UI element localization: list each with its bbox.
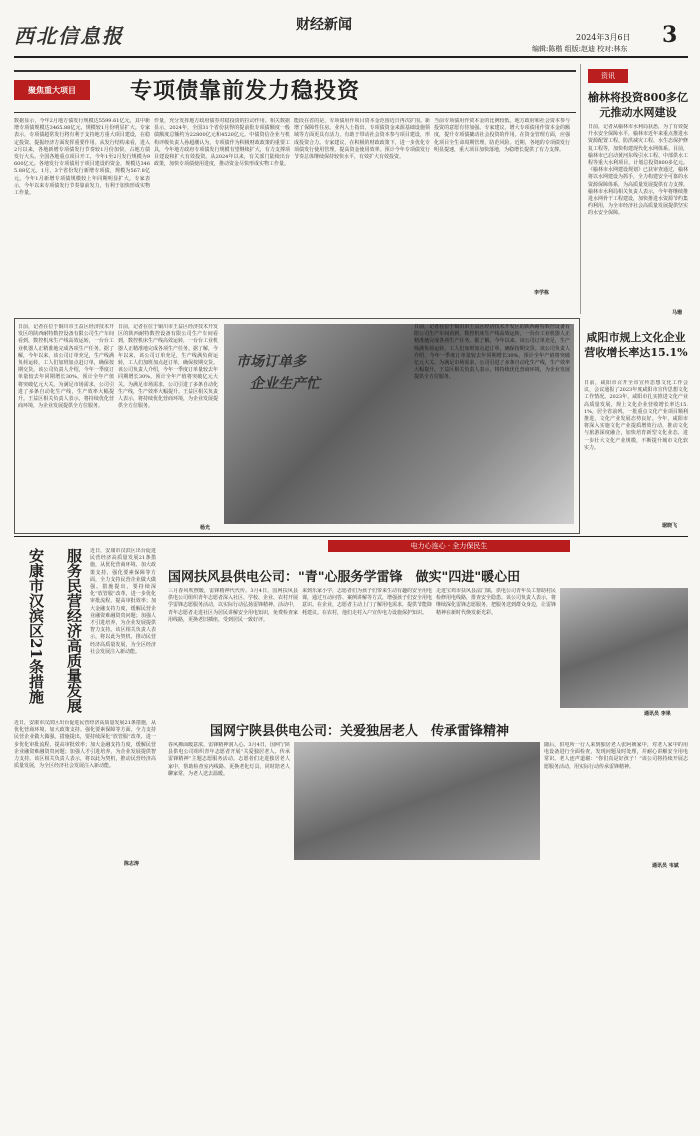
section-rule <box>14 536 688 537</box>
newspaper-brand: 西北信息报 <box>14 24 124 48</box>
lead-column-4: 当前专项债用作资本金的比例较低，地方政府和社会资本参与投资的意愿有待加强。专家建议，增大专项债用作资本金的额度，提升专项债撬动社会投资的作用。在资金管理方面，应强化项目全生命周期管理，防范风险。近期，各地的专项债发行明显提速，重大项目加快落地，为稳增长提供了有力支撑。 <box>434 118 570 153</box>
ad-col-5: 随后，供电所一行人来到独居老人张阿姨家中，对老人家中的用电设备进行全面检查，发现问题及时处理，并耐心讲解安全用电常识。老人连声道谢：“你们真是好孩子！”该公司将持续开展志愿服务活动，用实际行动传承雷锋精神。 <box>544 742 688 770</box>
feature-byline: 杨光 <box>200 525 211 531</box>
ad-col-4: 春风拂面暖意浓，雷锋精神润人心。3月4日，国网宁陕县供电公司组织青年志愿者开展“关爱独居老人、传承雷锋精神”主题志愿服务活动。志愿者们走进独居老人家中，帮助检查室内线路、更换老化灯具，同时陪老人聊家常，为老人送去温暖。 <box>168 742 290 777</box>
photo-caption-line2: 企业生产忙 <box>250 376 320 392</box>
lead-column-1: 数据显示，今年2月地方债发行规模达5599.61亿元，其中新增专项债规模达3465.88亿元，规模较1月份明显扩大。专家表示，专项债超常发行将有利于支持地方重大项目建设，在稳定投资、提振经济方面发挥重要作用。从发行结构来看，进入2月以来，各地新增专项债发行节奏较1月份加快，占地方债发行大头。全国各地重点项目开工，今年1至2月发行规模为9600亿元。各地发行专项债用于项目建设的资金，规模达3465.88亿元。1月，3个省份发行新增专项债，规模为567.8亿元。今年1月新增专项债规模较上年同期明显扩大。专家表示，今年以来专项债发行节奏靠前发力，有利于加快形成实物工作量。 <box>14 118 150 197</box>
column-divider <box>580 64 581 314</box>
topic-label: 聚焦重大项目 <box>14 80 90 100</box>
photo-caption-line1: 市场订单多 <box>236 354 306 370</box>
ad-col-1: 三月春风吹煦暖，雷锋精神代代传。3月4日，国网扶风县供电公司组织青年志愿者深入社区、学校、企业、农村开展学雷锋志愿服务活动，以实际行动弘扬雷锋精神。活动中，青年志愿者走进社区为居民讲解安全用电知识，免费检查家用线路，更换老旧插座，受到居民一致好评。 <box>168 588 298 623</box>
ad-photo-1 <box>560 588 688 708</box>
lead-column-2: 作量，充分发挥地方政府债券对稳投资的拉动作用。相关数据显示，2024年，全国31个省份获得的提前批专项债额度一般债额度总额约为22800亿元和4520亿元。中债资信企业与机构评级负责人孙超潮认为，专项债作为积极财政政策的重要工具，今年地方政府专项债发行规模有望继续扩大，有力支撑项目建设和扩大有效投资。从2024年以来，有关部门陆续出台政策，加快专项债使用进度，推动资金尽快形成实物工作量。 <box>154 118 290 168</box>
section-name: 财经新闻 <box>296 17 352 33</box>
side2-byline: 琚晓飞 <box>662 523 678 529</box>
feature-body-mid: 日前，记者在位于铜川市王益区经济技术开发区的陕西耐特数控设备有限公司生产车间看到，数控机床生产线高效运转，一台台工业机器人正精准地完成各项生产任务。据了解，今年以来，该公司订单充足，生产线满负荷运转，工人们加班加点赶订单，确保按期交货。该公司负责人介绍，今年一季度订单量较去年同期增长30%，预计全年产值将突破亿元大关。为满足市场需求，公司引进了多条自动化生产线，生产效率大幅提升。王益区相关负责人表示，将持续优化营商环境，为企业发展提供全方位服务。 <box>118 324 218 410</box>
ad-title-1: 国网扶风县供电公司："青"心服务学雷锋 做实"四进"暖心田 <box>168 570 521 585</box>
lead-byline: 李学栋 <box>534 290 550 296</box>
masthead-rule <box>14 56 688 58</box>
ad-col-3: 走进宝鸡市扶风县法门镇，供电公司青年员工帮助村民检修用电线路，排查安全隐患。该公司负责人表示，将继续深化雷锋志愿服务，把服务送到群众身边，让雷锋精神在新时代焕发新光彩。 <box>436 588 556 616</box>
lead-column-3: 能段在省的是，专项债用作项目资本金范围近日再次扩围。新增了保障性住房。业内人士指出，专项债资金来源基础设施领域等方面更具有活力，有助于带动社会资本参与项目建设，形成投资合力。专家建议，在积极的财政政策下，进一步优化专项债发行使用管理，提高资金使用效率。预计今年专项债发行节奏总体继续保持较快水平，有效扩大有效投资。 <box>294 118 430 161</box>
vertical-body-cont: 近日，安康市汉滨区出台促进民营经济高质量发展21条措施，从优化营商环境、加大政策支持、强化要素保障等方面，全力支持民营企业做大做强。措施提出，要持续深化“放管服”改革，进一步优化审批流程，提高审批效率；加大金融支持力度，缓解民营企业融资难融资贵问题；加强人才引进培养，为企业发展提供智力支持。该区相关负责人表示，将以此为契机，推动民营经济高质量发展，为全区经济社会发展注入新动能。 <box>14 720 156 770</box>
ad-col-2: 来到乐家小学，志愿者们为孩子们带来生动有趣的安全用电课，通过互动问答、案例讲解等方式，增强孩子们安全用电意识。在企业，志愿者主动上门了解用电需求，提供节能降耗建议。在农村，他们走村入户宣传电力设施保护知识。 <box>302 588 432 616</box>
ad-byline-1: 通讯员 李果 <box>644 711 671 717</box>
ad-title-2: 国网宁陕县供电公司：关爱独居老人 传承雷锋精神 <box>210 724 510 739</box>
side1-byline: 马珊 <box>672 310 683 316</box>
ad-banner: 电力心连心 · 全力保民生 <box>328 540 570 552</box>
side2-title: 咸阳市规上文化企业营收增长率达15.1% <box>584 331 688 359</box>
page-number: 3 <box>662 22 678 48</box>
lead-title: 专项债靠前发力稳投资 <box>130 78 361 104</box>
vertical-body: 近日，安康市汉滨区出台促进民营经济高质量发展21条措施，从优化营商环境、加大政策支持、强化要素保障等方面，全力支持民营企业做大做强。措施提出，要持续深化“放管服”改革，进一步优化审批流程，提高审批效率；加大金融支持力度，缓解民营企业融资难融资贵问题；加强人才引进培养，为企业发展提供智力支持。该区相关负责人表示，将以此为契机，推动民营经济高质量发展，为全区经济社会发展注入新动能。 <box>90 548 156 655</box>
issue-date: 2024年3月6日 <box>576 33 631 42</box>
vertical-byline: 陈志涛 <box>124 861 140 867</box>
ad-byline-2: 通讯员 韦斌 <box>652 863 679 869</box>
feature-body-left: 日前，记者在位于铜川市王益区经济技术开发区的陕西耐特数控设备有限公司生产车间看到，数控机床生产线高效运转，一台台工业机器人正精准地完成各项生产任务。据了解，今年以来，该公司订单充足，生产线满负荷运转，工人们加班加点赶订单，确保按期交货。该公司负责人介绍，今年一季度订单量较去年同期增长30%，预计全年产值将突破亿元大关。为满足市场需求，公司引进了多条自动化生产线，生产效率大幅提升。王益区相关负责人表示，将持续优化营商环境，为企业发展提供全方位服务。 <box>18 324 114 410</box>
editor-line: 编辑:陈楷 组版:赵迪 校对:林东 <box>532 45 628 53</box>
side1-title: 榆林将投资800多亿元推动水网建设 <box>588 91 688 119</box>
side1-body: 日前，记者从榆林市水利局获悉，为了有效提升水安全保障水平，榆林市近年来重点推进水资源配置工程、防洪减灾工程、水生态保护修复工程等，加快构建现代化水网体系。目前，榆林市已启动黄河东线引水工程、中部供水工程等重大水利项目，计划总投资800多亿元。《榆林市水网建设规划》已获审查通过，榆林将以水网建设为抓手，全力构建安全可靠的水资源保障体系，为高质量发展提供有力支撑。榆林市水利局相关负责人表示，今年将继续推进水网骨干工程建设，加快推进水资源节约集约利用，为全市经济社会高质量发展提供坚实的水安全保障。 <box>588 124 688 217</box>
side2-body: 日前，咸阳市召开全市宣传思想文化工作会议，会议通报了2023年度咸阳市宣传思想文化工作情况。2023年，咸阳市扎实推进文化产业高质量发展，规上文化企业营收增长率达15.1%，居全省前列。一批重点文化产业项目顺利推进，文化产业发展态势良好。今年，咸阳市将深入实施文化产业提质增效行动，推动文化与旅游深度融合，加快培育新型文化业态，进一步壮大文化产业规模，不断提升城市文化软实力。 <box>584 380 688 451</box>
vertical-title-1: 服务民营经济高质量发展 <box>65 548 83 713</box>
ad-photo-2 <box>294 742 540 860</box>
side-tag: 资讯 <box>588 69 628 83</box>
feature-body-right: 日前，记者在位于铜川市王益区经济技术开发区的陕西耐特数控设备有限公司生产车间看到，数控机床生产线高效运转，一台台工业机器人正精准地完成各项生产任务。据了解，今年以来，该公司订单充足，生产线满负荷运转，工人们加班加点赶订单，确保按期交货。该公司负责人介绍，今年一季度订单量较去年同期增长30%，预计全年产值将突破亿元大关。为满足市场需求，公司引进了多条自动化生产线，生产效率大幅提升。王益区相关负责人表示，将持续优化营商环境，为企业发展提供全方位服务。 <box>414 324 570 381</box>
vertical-title-2: 安康市汉滨区21条措施 <box>27 548 45 704</box>
